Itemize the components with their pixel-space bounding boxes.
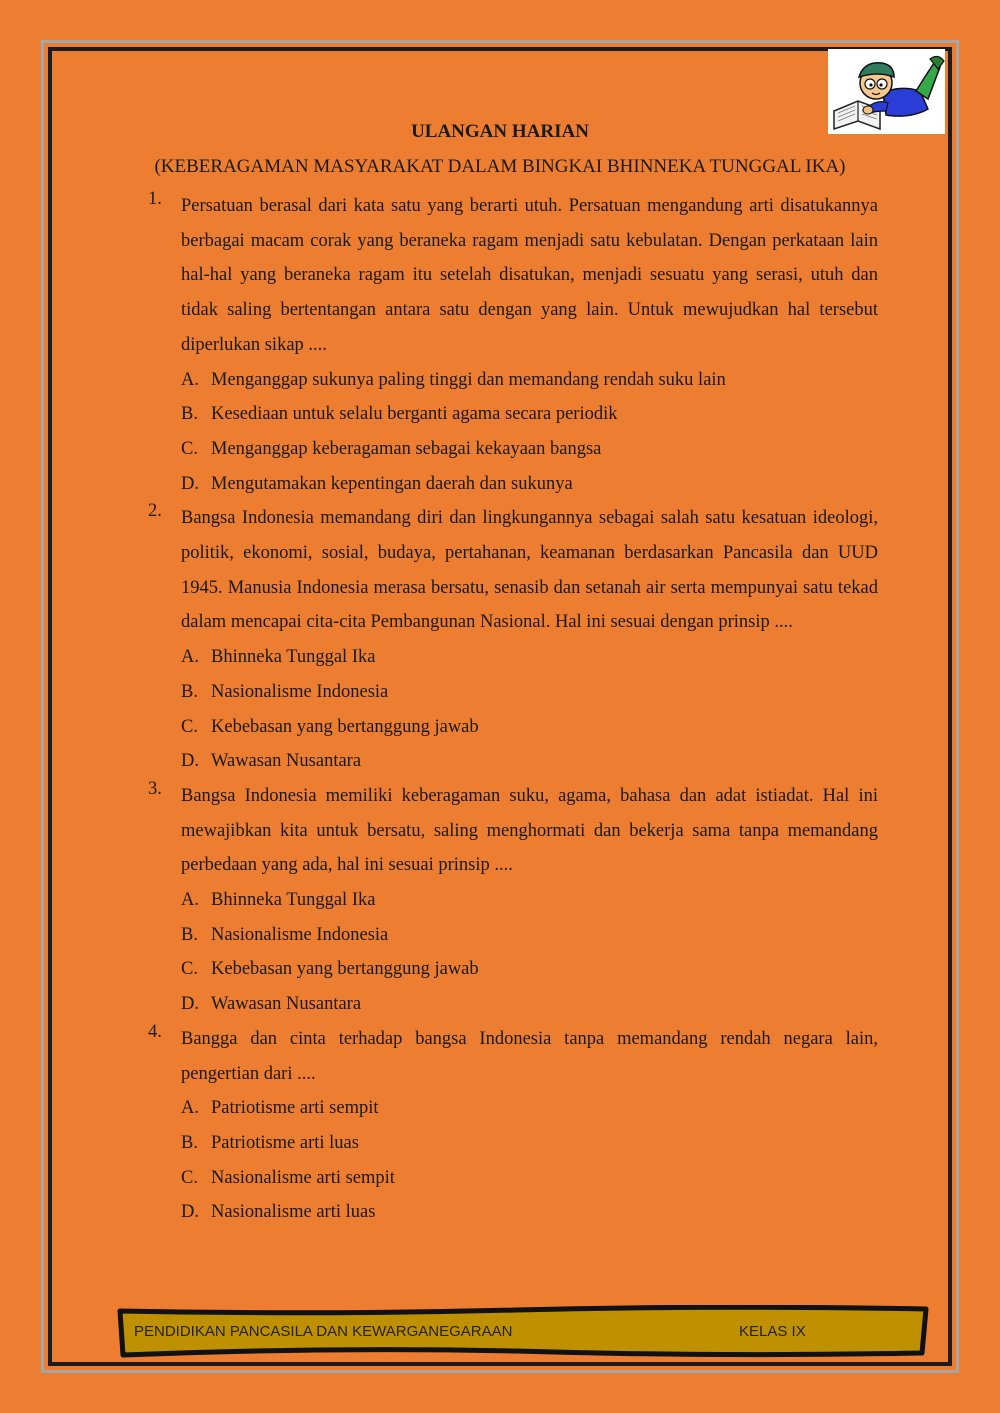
question-2 [148, 501, 878, 779]
question-list [148, 189, 878, 1230]
question-text: Persatuan berasal dari kata satu yang berarti utuh. Persatuan mengandung arti disatukannya berbagai macam corak yang beraneka ragam menjadi satu kebulatan. Dengan perkataan lain hal-hal yang beraneka ragam itu setelah disatukan, menjadi sesuatu yang serasi, utuh dan tidak saling bertentangan antara satu dengan yang lain. Untuk mewujudkan hal tersebut diperlukan sikap .... [181, 196, 878, 355]
answer-options [181, 1091, 878, 1230]
answer-options [181, 363, 878, 502]
answer-option-b[interactable]: B. Patriotisme arti luas [181, 1132, 359, 1153]
answer-option-a[interactable]: A. Patriotisme arti sempit [181, 1098, 379, 1119]
answer-option-c[interactable]: C. Menganggap keberagaman sebagai kekayaan bangsa [181, 438, 602, 459]
answer-option-c[interactable]: C. Kebebasan yang bertanggung jawab [181, 716, 479, 737]
answer-option-c[interactable]: C. Nasionalisme arti sempit [181, 1167, 395, 1188]
question-text: Bangga dan cinta terhadap bangsa Indonesia tanpa memandang rendah negara lain, pengertian dari .... [181, 1028, 878, 1084]
page-subtitle: (KEBERAGAMAN MASYARAKAT DALAM BINGKAI BHINNEKA TUNGGAL IKA) [154, 156, 846, 177]
answer-option-b[interactable]: B. Kesediaan untuk selalu berganti agama secara periodik [181, 404, 618, 425]
question-number: 4. [148, 1021, 162, 1042]
answer-option-d[interactable]: D. Nasionalisme arti luas [181, 1202, 376, 1223]
question-1 [148, 189, 878, 501]
answer-option-a[interactable]: A. Bhinneka Tunggal Ika [181, 890, 376, 911]
answer-option-d[interactable]: D. Wawasan Nusantara [181, 751, 362, 772]
question-text: Bangsa Indonesia memandang diri dan lingkungannya sebagai salah satu kesatuan ideologi, politik, ekonomi, sosial, budaya, pertahanan, keamanan berdasarkan Pancasila dan UUD 1945. Manusia Indonesia merasa bersatu, senasib dan setanah air serta mempunyai satu tekad dalam mencapai cita-cita Pembangunan Nasional. Hal ini sesuai dengan prinsip .... [181, 508, 878, 633]
answer-option-a[interactable]: A. Bhinneka Tunggal Ika [181, 647, 376, 668]
footer-grade: KELAS IX [739, 1323, 806, 1340]
answer-option-b[interactable]: B. Nasionalisme Indonesia [181, 924, 389, 945]
answer-option-a[interactable]: A. Menganggap sukunya paling tinggi dan memandang rendah suku lain [181, 369, 726, 390]
question-number: 3. [148, 778, 162, 799]
question-number: 1. [148, 189, 162, 209]
question-number: 2. [148, 501, 162, 522]
answer-options [181, 883, 878, 1022]
answer-option-c[interactable]: C. Kebebasan yang bertanggung jawab [181, 959, 479, 980]
page-title: ULANGAN HARIAN [411, 121, 589, 142]
answer-option-b[interactable]: B. Nasionalisme Indonesia [181, 681, 389, 702]
footer-subject: PENDIDIKAN PANCASILA DAN KEWARGANEGARAAN [134, 1323, 513, 1340]
answer-option-d[interactable]: D. Mengutamakan kepentingan daerah dan sukunya [181, 473, 573, 494]
answer-option-d[interactable]: D. Wawasan Nusantara [181, 994, 362, 1015]
question-text: Bangsa Indonesia memiliki keberagaman suku, agama, bahasa dan adat istiadat. Hal ini mewajibkan kita untuk bersatu, saling menghormati dan bekerja sama tanpa memandang perbedaan yang ada, hal ini sesuai prinsip .... [181, 785, 878, 876]
question-3 [148, 779, 878, 1022]
answer-options [181, 640, 878, 779]
question-4 [148, 1022, 878, 1230]
